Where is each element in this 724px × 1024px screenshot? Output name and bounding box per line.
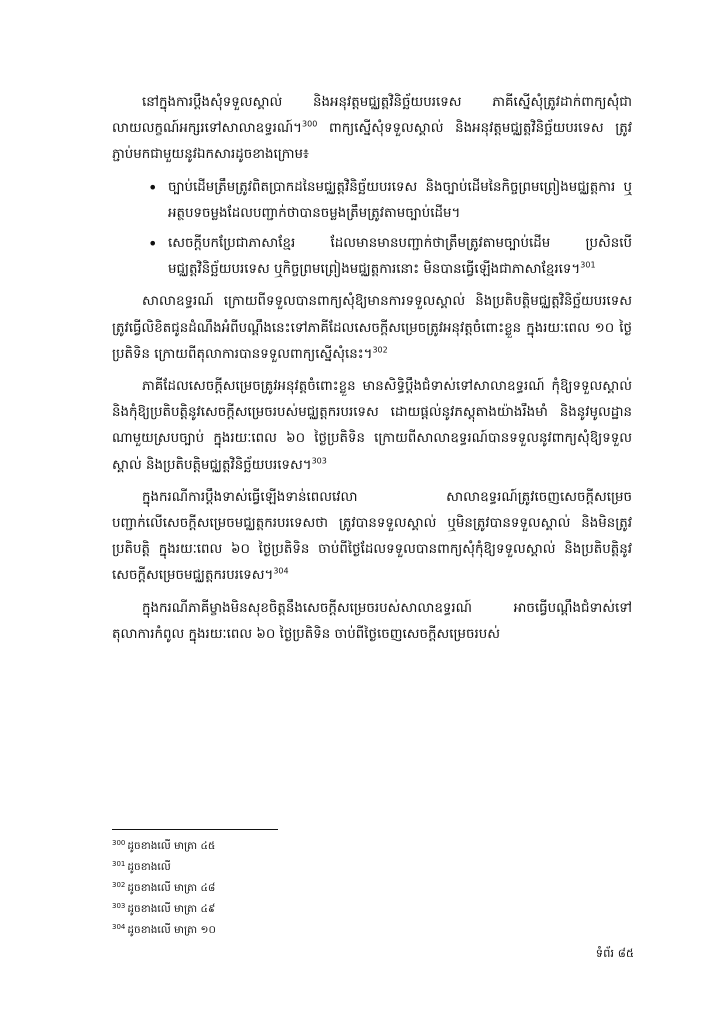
footnote-item bbox=[112, 878, 512, 899]
list-item bbox=[168, 231, 632, 283]
list-item-text: សេចក្តីបកប្រែជាភាសាខ្មែរ ដែលមានមានបញ្ជាក់ថាត្រឹមត្រូវតាមច្បាប់ដើម ប្រសិនបើមជ្ឈត្តវិនិច្ឆ័យបរទេស ឬកិច្ចព្រមព្រៀងមជ្ឈត្តការនោះ មិនបានធ្វើឡើងជាភាសាខ្មែរទេ។ bbox=[168, 236, 632, 278]
paragraph-4 bbox=[112, 485, 632, 590]
footnote-number: 302 bbox=[112, 880, 126, 889]
footnotes bbox=[112, 836, 512, 941]
footnote-text: ដូចខាងលើ មាត្រា ៤៥ bbox=[127, 840, 216, 852]
page-number: ទំព័រ ៨៥ bbox=[595, 946, 634, 960]
footnote-item bbox=[112, 920, 512, 941]
footnote-item bbox=[112, 899, 512, 920]
footnote-item bbox=[112, 836, 512, 857]
requirements-list bbox=[112, 175, 632, 284]
paragraph-1-tail: ពាក្យស្នើសុំទទួលស្គាល់ និងអនុវត្តមជ្ឈត្តវិនិច្ឆ័យបរទេស ត្រូវភ្ជាប់មកជាមួយនូវឯកសារដូចខាងក្រោម៖ bbox=[112, 121, 632, 163]
list-item-text: ច្បាប់ដើមត្រឹមត្រូវពិតប្រាកដនៃមជ្ឈត្តវិនិច្ឆ័យបរទេស និងច្បាប់ដើមនៃកិច្ចព្រមព្រៀងមជ្ឈត្តការ ឬអត្ថបទចម្លងដែលបញ្ជាក់ថាបានចម្លងត្រឹមត្រូវតាមច្បាប់ដើម។ bbox=[168, 179, 632, 221]
footnote-text: ដូចខាងលើ មាត្រា ៤៩ bbox=[127, 903, 216, 915]
footnote-ref-304[interactable]: 304 bbox=[273, 566, 289, 576]
bullet-icon bbox=[148, 231, 157, 259]
paragraph-3 bbox=[112, 374, 632, 479]
footnote-number: 301 bbox=[112, 859, 126, 868]
paragraph-2-text: សាលាឧទ្ធរណ៍ ក្រោយពីទទួលបានពាក្យសុំឱ្យមានការទទួលស្គាល់ និងប្រតិបត្តិមជ្ឈត្តវិនិច្ឆ័យបរទេស ត្រូវធ្វើលិខិតជូនដំណឹងអំពីបណ្តឹងនេះទៅភាគីដែលសេចក្តីសម្រេចត្រូវអនុវត្តចំពោះខ្លួន ក្នុងរយៈពេល ១០ ថ្ងៃប្រតិទិន ក្រោយពីតុលាការបានទទួលពាក្យស្នើសុំនេះ។ bbox=[112, 294, 632, 362]
footnote-ref-301[interactable]: 301 bbox=[580, 260, 596, 270]
footnote-ref-300[interactable]: 300 bbox=[302, 119, 318, 129]
paragraph-5-text: ក្នុងករណីភាគីម្ខាងមិនសុខចិត្តនឹងសេចក្តីសម្រេចរបស់សាលាឧទ្ធរណ៍ អាចធ្វើបណ្តឹងជំទាស់ទៅតុលាការកំពូល ក្នុងរយៈពេល ៦០ ថ្ងៃប្រតិទិន ចាប់ពីថ្ងៃចេញសេចក្តីសម្រេចរបស់ bbox=[112, 600, 632, 642]
body-text bbox=[112, 90, 632, 654]
footnote-text: ដូចខាងលើ មាត្រា ៤៨ bbox=[127, 882, 216, 894]
paragraph-1 bbox=[112, 90, 632, 169]
list-item bbox=[168, 175, 632, 227]
footnote-text: ដូចខាងលើ មាត្រា ១០ bbox=[127, 924, 216, 936]
bullet-icon bbox=[148, 175, 157, 203]
footnote-ref-303[interactable]: 303 bbox=[311, 456, 327, 466]
paragraph-5 bbox=[112, 596, 632, 648]
footnote-item bbox=[112, 857, 512, 878]
footnote-text: ដូចខាងលើ bbox=[127, 861, 171, 873]
paragraph-2 bbox=[112, 289, 632, 368]
paragraph-4-text: ក្នុងករណីការប្តឹងទាស់ធ្វើឡើងទាន់ពេលវេលា សាលាឧទ្ធរណ៍ត្រូវចេញសេចក្តីសម្រេចបញ្ជាក់លើសេចក្តីសម្រេចមជ្ឈត្តករបរទេសថា ត្រូវបានទទួលស្គាល់ ឬមិនត្រូវបានទទួលស្គាល់ និងមិនត្រូវប្រតិបត្តិ ក្នុងរយៈពេល ៦០ ថ្ងៃប្រតិទិន ចាប់ពីថ្ងៃដែលទទួលបានពាក្យសុំកុំឱ្យទទួលស្គាល់ និងប្រតិបត្តិនូវសេចក្តីសម្រេចមជ្ឈត្តករបរទេស។ bbox=[112, 489, 632, 584]
footnote-number: 300 bbox=[112, 838, 126, 847]
footnote-number: 303 bbox=[112, 901, 126, 910]
paragraph-1-text: នៅក្នុងការប្តឹងសុំទទួលស្គាល់ និងអនុវត្តមជ្ឈត្តវិនិច្ឆ័យបរទេស ភាគីស្នើសុំត្រូវដាក់ពាក្យសុំជាលាយលក្ខណ៍អក្សរទៅសាលាឧទ្ធរណ៍។ bbox=[112, 95, 632, 137]
paragraph-3-text: ភាគីដែលសេចក្តីសម្រេចត្រូវអនុវត្តចំពោះខ្លួន មានសិទ្ធិប្តឹងជំទាស់ទៅសាលាឧទ្ធរណ៍ កុំឱ្យទទួលស្គាល់ និងកុំឱ្យប្រតិបត្តិនូវសេចក្តីសម្រេចរបស់មជ្ឈត្តករបរទេស ដោយផ្តល់នូវភស្តុតាងយ៉ាងរឹងមាំ និងនូវមូលដ្ឋានណាមួយស្របច្បាប់ ក្នុងរយៈពេល ៦០ ថ្ងៃប្រតិទិន ក្រោយពីសាលាឧទ្ធរណ៍បានទទួលនូវពាក្យសុំឱ្យទទួលស្គាល់ និងប្រតិបត្តិមជ្ឈត្តវិនិច្ឆ័យបរទេស។ bbox=[112, 379, 632, 473]
footnote-number: 304 bbox=[112, 922, 126, 931]
footnote-ref-302[interactable]: 302 bbox=[372, 345, 388, 355]
footnote-divider bbox=[112, 829, 278, 830]
